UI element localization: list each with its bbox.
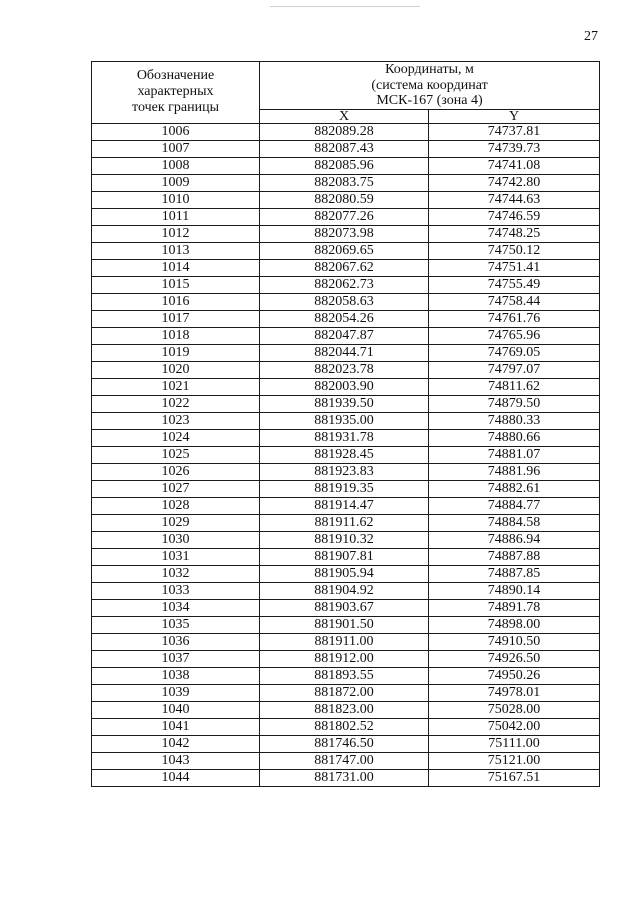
x-coordinate-cell: 882067.62 [260, 259, 429, 276]
point-id-cell: 1036 [92, 633, 260, 650]
point-id-cell: 1033 [92, 582, 260, 599]
y-coordinate-cell: 74811.62 [429, 378, 600, 395]
x-coordinate-cell: 882044.71 [260, 344, 429, 361]
x-coordinate-cell: 882080.59 [260, 191, 429, 208]
y-coordinate-cell: 74880.33 [429, 412, 600, 429]
table-row [92, 157, 600, 174]
point-id-cell: 1019 [92, 344, 260, 361]
header-x: X [260, 109, 429, 123]
y-coordinate-cell: 74751.41 [429, 259, 600, 276]
point-id-cell: 1008 [92, 157, 260, 174]
point-id-cell: 1021 [92, 378, 260, 395]
y-coordinate-cell: 74741.08 [429, 157, 600, 174]
point-id-cell: 1038 [92, 667, 260, 684]
table-row [92, 497, 600, 514]
table-row [92, 191, 600, 208]
point-id-cell: 1043 [92, 752, 260, 769]
table-row [92, 701, 600, 718]
x-coordinate-cell: 882003.90 [260, 378, 429, 395]
table-row [92, 667, 600, 684]
x-coordinate-cell: 881914.47 [260, 497, 429, 514]
y-coordinate-cell: 74739.73 [429, 140, 600, 157]
table-row [92, 565, 600, 582]
y-coordinate-cell: 74886.94 [429, 531, 600, 548]
table-row [92, 582, 600, 599]
x-coordinate-cell: 881747.00 [260, 752, 429, 769]
y-coordinate-cell: 74879.50 [429, 395, 600, 412]
x-coordinate-cell: 881935.00 [260, 412, 429, 429]
table-row [92, 378, 600, 395]
y-coordinate-cell: 74746.59 [429, 208, 600, 225]
x-coordinate-cell: 881802.52 [260, 718, 429, 735]
y-coordinate-cell: 74890.14 [429, 582, 600, 599]
point-id-cell: 1039 [92, 684, 260, 701]
table-row [92, 123, 600, 140]
point-id-cell: 1037 [92, 650, 260, 667]
y-coordinate-cell: 75121.00 [429, 752, 600, 769]
y-coordinate-cell: 74744.63 [429, 191, 600, 208]
header-point-designation: Обозначение характерных точек границы [92, 62, 260, 124]
point-id-cell: 1027 [92, 480, 260, 497]
x-coordinate-cell: 881928.45 [260, 446, 429, 463]
x-coordinate-cell: 881912.00 [260, 650, 429, 667]
y-coordinate-cell: 74881.96 [429, 463, 600, 480]
header-y: Y [429, 109, 600, 123]
x-coordinate-cell: 881911.00 [260, 633, 429, 650]
y-coordinate-cell: 74765.96 [429, 327, 600, 344]
point-id-cell: 1006 [92, 123, 260, 140]
x-coordinate-cell: 882058.63 [260, 293, 429, 310]
point-id-cell: 1028 [92, 497, 260, 514]
y-coordinate-cell: 74950.26 [429, 667, 600, 684]
x-coordinate-cell: 882077.26 [260, 208, 429, 225]
x-coordinate-cell: 882087.43 [260, 140, 429, 157]
x-coordinate-cell: 882069.65 [260, 242, 429, 259]
x-coordinate-cell: 881746.50 [260, 735, 429, 752]
y-coordinate-cell: 75042.00 [429, 718, 600, 735]
y-coordinate-cell: 74750.12 [429, 242, 600, 259]
table-row [92, 293, 600, 310]
point-id-cell: 1034 [92, 599, 260, 616]
top-divider-line [270, 6, 420, 7]
y-coordinate-cell: 74748.25 [429, 225, 600, 242]
y-coordinate-cell: 74880.66 [429, 429, 600, 446]
y-coordinate-cell: 74884.77 [429, 497, 600, 514]
y-coordinate-cell: 74898.00 [429, 616, 600, 633]
y-coordinate-cell: 74884.58 [429, 514, 600, 531]
table-row [92, 174, 600, 191]
table-row [92, 599, 600, 616]
x-coordinate-cell: 881904.92 [260, 582, 429, 599]
point-id-cell: 1025 [92, 446, 260, 463]
table-row [92, 429, 600, 446]
x-coordinate-cell: 882062.73 [260, 276, 429, 293]
y-coordinate-cell: 75028.00 [429, 701, 600, 718]
point-id-cell: 1016 [92, 293, 260, 310]
table-row [92, 242, 600, 259]
point-id-cell: 1031 [92, 548, 260, 565]
table-row [92, 310, 600, 327]
x-coordinate-cell: 881911.62 [260, 514, 429, 531]
table-row [92, 276, 600, 293]
table-row [92, 208, 600, 225]
y-coordinate-cell: 75111.00 [429, 735, 600, 752]
y-coordinate-cell: 74769.05 [429, 344, 600, 361]
table-row [92, 684, 600, 701]
x-coordinate-cell: 882073.98 [260, 225, 429, 242]
point-id-cell: 1022 [92, 395, 260, 412]
table-row [92, 531, 600, 548]
x-coordinate-cell: 881919.35 [260, 480, 429, 497]
table-row [92, 769, 600, 786]
x-coordinate-cell: 881931.78 [260, 429, 429, 446]
table-row [92, 514, 600, 531]
table-row [92, 548, 600, 565]
point-id-cell: 1017 [92, 310, 260, 327]
header-coordinates: Координаты, м (система координат МСК-167 (зона 4) [260, 62, 600, 110]
x-coordinate-cell: 881823.00 [260, 701, 429, 718]
y-coordinate-cell: 74891.78 [429, 599, 600, 616]
point-id-cell: 1044 [92, 769, 260, 786]
point-id-cell: 1040 [92, 701, 260, 718]
y-coordinate-cell: 74737.81 [429, 123, 600, 140]
x-coordinate-cell: 882047.87 [260, 327, 429, 344]
point-id-cell: 1026 [92, 463, 260, 480]
x-coordinate-cell: 881893.55 [260, 667, 429, 684]
point-id-cell: 1018 [92, 327, 260, 344]
table-row [92, 327, 600, 344]
table-row [92, 395, 600, 412]
x-coordinate-cell: 881910.32 [260, 531, 429, 548]
y-coordinate-cell: 74797.07 [429, 361, 600, 378]
table-row [92, 718, 600, 735]
point-id-cell: 1020 [92, 361, 260, 378]
y-coordinate-cell: 74882.61 [429, 480, 600, 497]
y-coordinate-cell: 74742.80 [429, 174, 600, 191]
point-id-cell: 1014 [92, 259, 260, 276]
table-row [92, 633, 600, 650]
x-coordinate-cell: 881901.50 [260, 616, 429, 633]
point-id-cell: 1012 [92, 225, 260, 242]
table-row [92, 735, 600, 752]
x-coordinate-cell: 881905.94 [260, 565, 429, 582]
y-coordinate-cell: 74910.50 [429, 633, 600, 650]
coordinates-table [91, 61, 600, 787]
point-id-cell: 1007 [92, 140, 260, 157]
point-id-cell: 1015 [92, 276, 260, 293]
point-id-cell: 1011 [92, 208, 260, 225]
table-row [92, 616, 600, 633]
x-coordinate-cell: 881872.00 [260, 684, 429, 701]
point-id-cell: 1013 [92, 242, 260, 259]
y-coordinate-cell: 74926.50 [429, 650, 600, 667]
x-coordinate-cell: 882083.75 [260, 174, 429, 191]
point-id-cell: 1024 [92, 429, 260, 446]
x-coordinate-cell: 881939.50 [260, 395, 429, 412]
y-coordinate-cell: 74758.44 [429, 293, 600, 310]
x-coordinate-cell: 881903.67 [260, 599, 429, 616]
x-coordinate-cell: 881731.00 [260, 769, 429, 786]
point-id-cell: 1035 [92, 616, 260, 633]
point-id-cell: 1029 [92, 514, 260, 531]
x-coordinate-cell: 881923.83 [260, 463, 429, 480]
y-coordinate-cell: 74881.07 [429, 446, 600, 463]
table-row [92, 446, 600, 463]
table-row [92, 412, 600, 429]
y-coordinate-cell: 74755.49 [429, 276, 600, 293]
x-coordinate-cell: 882089.28 [260, 123, 429, 140]
table-row [92, 259, 600, 276]
table-row [92, 225, 600, 242]
table-row [92, 140, 600, 157]
y-coordinate-cell: 74978.01 [429, 684, 600, 701]
table-row [92, 752, 600, 769]
table-row [92, 480, 600, 497]
table-row [92, 344, 600, 361]
point-id-cell: 1009 [92, 174, 260, 191]
y-coordinate-cell: 74887.88 [429, 548, 600, 565]
y-coordinate-cell: 75167.51 [429, 769, 600, 786]
x-coordinate-cell: 881907.81 [260, 548, 429, 565]
point-id-cell: 1010 [92, 191, 260, 208]
point-id-cell: 1030 [92, 531, 260, 548]
y-coordinate-cell: 74761.76 [429, 310, 600, 327]
point-id-cell: 1042 [92, 735, 260, 752]
point-id-cell: 1041 [92, 718, 260, 735]
point-id-cell: 1023 [92, 412, 260, 429]
table-body [92, 123, 600, 786]
y-coordinate-cell: 74887.85 [429, 565, 600, 582]
table-row [92, 650, 600, 667]
x-coordinate-cell: 882023.78 [260, 361, 429, 378]
point-id-cell: 1032 [92, 565, 260, 582]
table-row [92, 361, 600, 378]
table-row [92, 463, 600, 480]
x-coordinate-cell: 882054.26 [260, 310, 429, 327]
x-coordinate-cell: 882085.96 [260, 157, 429, 174]
page-number: 27 [584, 29, 598, 44]
